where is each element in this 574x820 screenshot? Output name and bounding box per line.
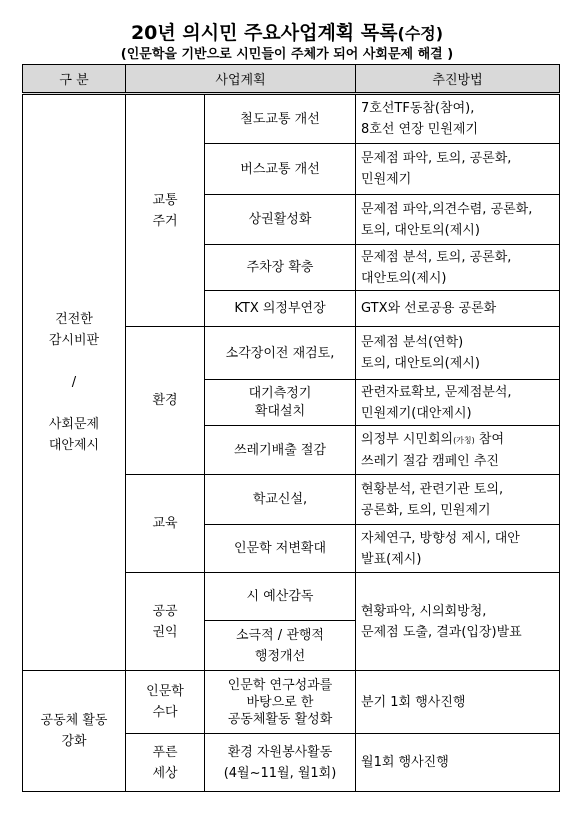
plan-cell xyxy=(205,734,356,792)
group-oversight-label: 건전한 감시비판 / 사회문제 대안제시 xyxy=(48,312,100,453)
method-text: 문제점 분석(연학) 토의, 대안토의(제시) xyxy=(361,335,480,371)
method-text: 문제점 파악, 토의, 공론화, 민원제기 xyxy=(361,151,512,187)
sub-green-world-label: 푸른 세상 xyxy=(152,744,178,781)
sub-education xyxy=(126,475,205,573)
title-revision-note: (수정) xyxy=(397,24,444,43)
sub-humanities-label: 인문학 수다 xyxy=(146,684,184,720)
group-oversight xyxy=(23,94,126,671)
plan-cell xyxy=(205,621,356,671)
sub-environment xyxy=(126,327,205,475)
table-row xyxy=(23,671,560,734)
sub-humanities xyxy=(126,671,205,734)
method-cell xyxy=(356,475,560,525)
method-text: 현황분석, 관련기관 토의, 공론화, 토의, 민원제기 xyxy=(361,481,504,518)
plan-text: 소각장이전 재검토, xyxy=(225,345,335,361)
header-method: 추진방법 xyxy=(356,65,560,94)
method-cell xyxy=(356,327,560,380)
plan-cell xyxy=(205,144,356,195)
method-text: 7호선TF동참(참여), 8호선 연장 민원제기 xyxy=(361,101,479,137)
sub-green-world xyxy=(126,734,205,792)
plan-cell xyxy=(205,195,356,245)
method-text-part: 의정부 시민회의 xyxy=(361,431,454,447)
plan-cell xyxy=(205,671,356,734)
plan-text: 학교신설, xyxy=(252,492,308,507)
plan-text: 환경 자원봉사활동 (4월~11월, 월1회) xyxy=(223,744,337,781)
sub-education-label: 교육 xyxy=(152,516,178,531)
plan-cell xyxy=(205,94,356,144)
plan-text: 대기측정기 확대설치 xyxy=(248,385,312,419)
group-community xyxy=(23,671,126,792)
plan-text: 소극적 / 관행적 행정개선 xyxy=(236,627,324,664)
plan-cell xyxy=(205,245,356,291)
method-text: GTX와 선로공용 공론화 xyxy=(361,301,497,316)
sub-public-rights xyxy=(126,573,205,671)
header-plan: 사업계획 xyxy=(126,65,356,94)
plan-cell xyxy=(205,380,356,426)
plan-cell xyxy=(205,573,356,621)
method-text: 분기 1회 행사진행 xyxy=(361,694,466,710)
method-text: 문제점 분석, 토의, 공론화, 대안토의(제시) xyxy=(361,249,512,286)
plan-cell xyxy=(205,475,356,525)
plan-text: 쓰레기배출 절감 xyxy=(233,442,327,458)
method-text xyxy=(361,429,559,472)
table-row xyxy=(23,94,560,144)
method-cell xyxy=(356,94,560,144)
group-community-label: 공동체 활동 강화 xyxy=(40,713,108,749)
sub-public-rights-label: 공공 권익 xyxy=(152,603,178,640)
plan-cell xyxy=(205,291,356,327)
plan-text: 인문학 연구성과를 바탕으로 한 공동체활동 활성화 xyxy=(227,677,333,727)
method-cell xyxy=(356,734,560,792)
header-category: 구 분 xyxy=(23,65,126,94)
document-title xyxy=(0,18,574,45)
method-text: 자체연구, 방향성 제시, 대안 발표(제시) xyxy=(361,530,520,567)
method-cell xyxy=(356,525,560,573)
plan-text: KTX 의정부연장 xyxy=(234,301,326,316)
method-cell xyxy=(356,426,560,475)
document-subtitle: (인문학을 기반으로 시민들이 주체가 되어 사회문제 해결 ) xyxy=(120,47,454,62)
table-header-row xyxy=(23,65,560,94)
title-main: 20년 의시민 주요사업계획 목록 xyxy=(130,22,398,44)
business-plan-table xyxy=(22,64,560,792)
method-text: 월1회 행사진행 xyxy=(361,755,449,770)
method-cell xyxy=(356,380,560,426)
plan-text: 버스교통 개선 xyxy=(240,161,320,177)
plan-text: 철도교통 개선 xyxy=(240,111,320,127)
sub-environment-label: 환경 xyxy=(152,393,178,408)
plan-cell xyxy=(205,426,356,475)
method-tentative-note: (가칭) xyxy=(453,435,475,445)
method-cell xyxy=(356,573,560,671)
sub-transport xyxy=(126,94,205,327)
sub-transport-label: 교통 주거 xyxy=(152,192,178,229)
method-text-part: 참여 쓰레기 절감 캠페인 추진 xyxy=(361,431,505,469)
plan-text: 상권활성화 xyxy=(248,212,312,227)
plan-text: 인문학 저변확대 xyxy=(233,541,327,556)
plan-cell xyxy=(205,327,356,380)
method-text: 관련자료확보, 문제점분석, 민원제기(대안제시) xyxy=(361,384,512,421)
method-cell xyxy=(356,195,560,245)
method-cell xyxy=(356,245,560,291)
method-text: 문제점 파악,의견수렴, 공론화, 토의, 대안토의(제시) xyxy=(361,201,533,238)
plan-text: 시 예산감독 xyxy=(246,589,314,604)
method-cell xyxy=(356,144,560,195)
plan-text: 주차장 확충 xyxy=(246,260,314,275)
method-cell xyxy=(356,291,560,327)
method-text: 현황파악, 시의회방청, 문제점 도출, 결과(입장)발표 xyxy=(361,603,522,640)
plan-cell xyxy=(205,525,356,573)
method-cell xyxy=(356,671,560,734)
